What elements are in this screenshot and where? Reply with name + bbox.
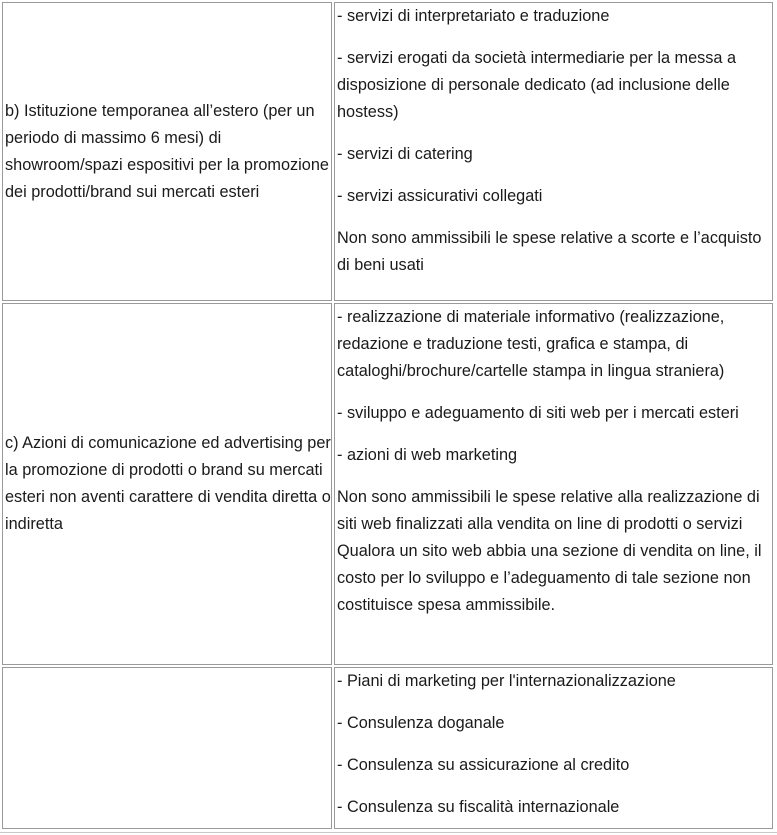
expense-item: - servizi erogati da società intermediarie per la messa a disposizione di personale dedicato (ad inclusione delle hostess) bbox=[337, 49, 737, 121]
table-row bbox=[2, 2, 773, 301]
expenses-cell bbox=[334, 303, 773, 665]
expense-item: - servizi di interpretariato e traduzione bbox=[337, 7, 610, 25]
table-row bbox=[2, 303, 773, 665]
category-cell: b) Istituzione temporanea all’estero (per un periodo di massimo 6 mesi) di showroom/spazi espositivi per la promozione dei prodotti/brand sui mercati esteri bbox=[2, 2, 332, 301]
expense-item: - Consulenza su fiscalità internazionale bbox=[337, 798, 620, 816]
expense-item: - sviluppo e adeguamento di siti web per i mercati esteri bbox=[337, 404, 739, 422]
expense-item: - Consulenza doganale bbox=[337, 714, 505, 732]
expenses-cell bbox=[334, 2, 773, 301]
expense-item: - realizzazione di materiale informativo (realizzazione, redazione e traduzione testi, grafica e stampa, di cataloghi/brochure/cartelle stampa in lingua straniera) bbox=[337, 308, 725, 380]
expense-item: - servizi di catering bbox=[337, 145, 473, 163]
category-cell: c) Azioni di comunicazione ed advertising per la promozione di prodotti o brand su mercati esteri non aventi carattere di vendita diretta o indiretta bbox=[2, 303, 332, 665]
table-row bbox=[2, 667, 773, 829]
expense-item: - Piani di marketing per l'internazionalizzazione bbox=[337, 672, 676, 690]
category-cell bbox=[2, 667, 332, 829]
exclusion-note: Non sono ammissibili le spese relative alla realizzazione di siti web finalizzati alla vendita on line di prodotti o servizi Qualora un sito web abbia una sezione di vendita on line, il costo per lo sviluppo e l’adeguamento di tale sezione non costituisce spesa ammissibile. bbox=[337, 488, 762, 614]
expense-item: - Consulenza su assicurazione al credito bbox=[337, 756, 630, 774]
page-bottom-divider bbox=[0, 832, 777, 833]
exclusion-note: Non sono ammissibili le spese relative a scorte e l’acquisto di beni usati bbox=[337, 229, 762, 274]
expenses-cell bbox=[334, 667, 773, 829]
expense-item: - servizi assicurativi collegati bbox=[337, 187, 543, 205]
expense-item: - azioni di web marketing bbox=[337, 446, 518, 464]
